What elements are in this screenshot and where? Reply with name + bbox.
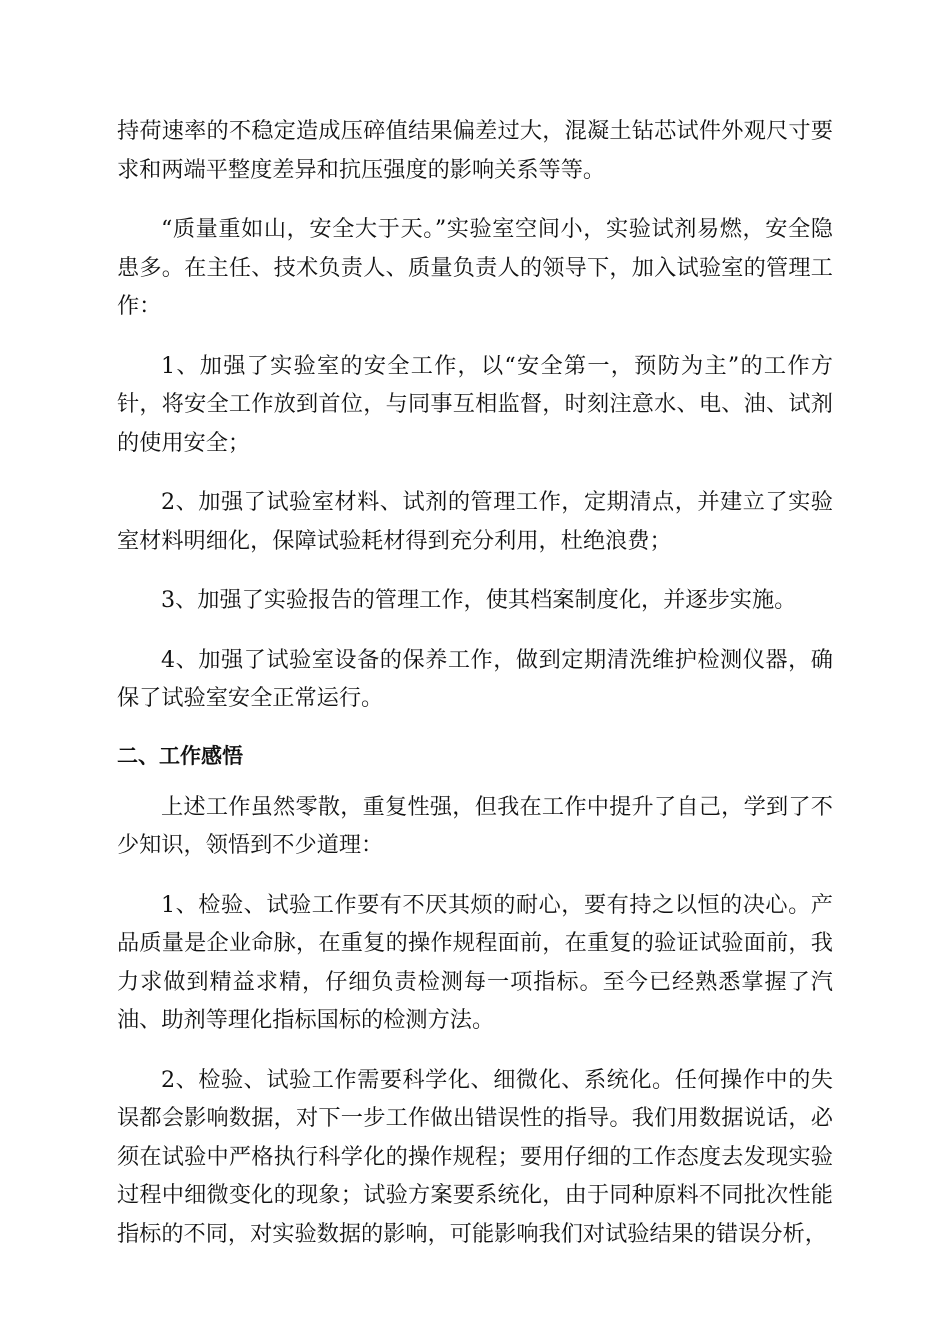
list-item: 2、加强了试验室材料、试剂的管理工作，定期清点，并建立了实验室材料明细化，保障试验耗材得到充分利用，杜绝浪费；: [117, 489, 833, 554]
list-item: 4、加强了试验室设备的保养工作，做到定期清洗维护检测仪器，确保了试验室安全正常运行。: [117, 646, 833, 711]
list-item: 1、加强了实验室的安全工作，以“安全第一，预防为主”的工作方针，将安全工作放到首位，与同事互相监督，时刻注意水、电、油、试剂的使用安全；: [117, 352, 833, 456]
section-heading: 二、工作感悟: [117, 743, 243, 768]
list-item: 3、加强了实验报告的管理工作，使其档案制度化，并逐步实施。: [161, 587, 797, 613]
document-body: [117, 112, 833, 1274]
paragraph: 上述工作虽然零散，重复性强，但我在工作中提升了自己，学到了不少知识，领悟到不少道理：: [117, 793, 833, 858]
list-item: 2、检验、试验工作需要科学化、细微化、系统化。任何操作中的失误都会影响数据，对下一步工作做出错误性的指导。我们用数据说话，必须在试验中严格执行科学化的操作规程；要用仔细的工作态度去发现实验过程中细微变化的现象；试验方案要系统化，由于同种原料不同批次性能指标的不同，对实验数据的影响，可能影响我们对试验结果的错误分析，: [117, 1066, 833, 1247]
list-item: 1、检验、试验工作要有不厌其烦的耐心，要有持之以恒的决心。产品质量是企业命脉，在重复的操作规程面前，在重复的验证试验面前，我力求做到精益求精，仔细负责检测每一项指标。至今已经熟悉掌握了汽油、助剂等理化指标国标的检测方法。: [117, 891, 833, 1033]
paragraph: “质量重如山，安全大于天。”实验室空间小，实验试剂易燃，安全隐患多。在主任、技术负责人、质量负责人的领导下，加入试验室的管理工作：: [117, 216, 833, 319]
paragraph: 持荷速率的不稳定造成压碎值结果偏差过大，混凝土钻芯试件外观尺寸要求和两端平整度差异和抗压强度的影响关系等等。: [117, 118, 833, 183]
